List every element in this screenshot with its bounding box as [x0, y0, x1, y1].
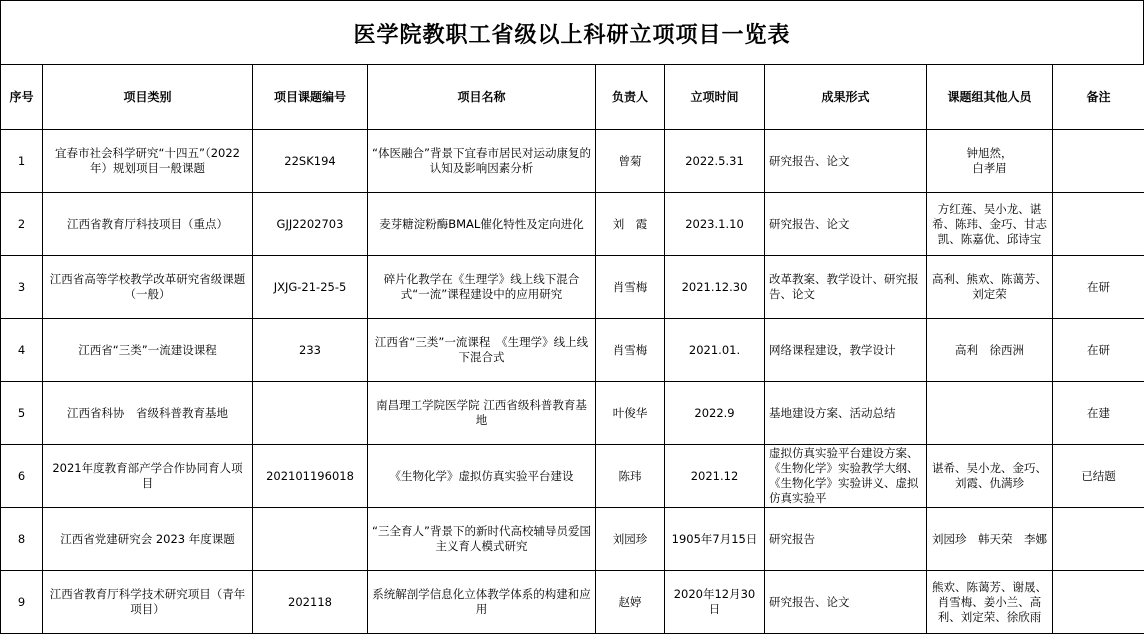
- table-row: [1, 319, 1144, 382]
- cell-code[interactable]: JXJG-21-25-5: [253, 256, 368, 319]
- cell-remark[interactable]: 在研: [1053, 319, 1144, 382]
- table-row: [1, 130, 1144, 193]
- cell-leader[interactable]: 刘园珍: [596, 508, 665, 571]
- table-body: [1, 130, 1144, 634]
- cell-leader[interactable]: 叶俊华: [596, 382, 665, 445]
- cell-members[interactable]: 高利、熊欢、陈蔼芳、刘定荣: [927, 256, 1053, 319]
- cell-leader[interactable]: 刘 霞: [596, 193, 665, 256]
- cell-name[interactable]: 碎片化教学在《生理学》线上线下混合式“一流”课程建设中的应用研究: [368, 256, 596, 319]
- cell-no[interactable]: 4: [1, 319, 43, 382]
- cell-members[interactable]: 方红莲、吴小龙、谌希、陈玮、金巧、甘志凯、陈嘉优、邱诗宝: [927, 193, 1053, 256]
- cell-outcome[interactable]: 虚拟仿真实验平台建设方案、《生物化学》实验教学大纲、《生物化学》实验讲义、虚拟仿真实验平: [765, 445, 927, 508]
- cell-date[interactable]: 2022.9: [665, 382, 765, 445]
- header-cell-members: 课题组其他人员: [927, 65, 1053, 130]
- cell-members[interactable]: 刘园珍 韩天荣 李娜: [927, 508, 1053, 571]
- cell-outcome[interactable]: 研究报告: [765, 508, 927, 571]
- cell-outcome[interactable]: 基地建设方案、活动总结: [765, 382, 927, 445]
- table-row: [1, 256, 1144, 319]
- cell-category[interactable]: 宜春市社会科学研究“十四五”（2022年）规划项目一般课题: [43, 130, 253, 193]
- cell-leader[interactable]: 曾菊: [596, 130, 665, 193]
- cell-leader[interactable]: 赵婷: [596, 571, 665, 634]
- cell-outcome[interactable]: 研究报告、论文: [765, 193, 927, 256]
- cell-no[interactable]: 1: [1, 130, 43, 193]
- cell-date[interactable]: 1905年7月15日: [665, 508, 765, 571]
- cell-no[interactable]: 9: [1, 571, 43, 634]
- cell-remark[interactable]: [1053, 571, 1144, 634]
- cell-date[interactable]: 2021.01.: [665, 319, 765, 382]
- header-cell-remark: 备注: [1053, 65, 1144, 130]
- cell-category[interactable]: 江西省科协 省级科普教育基地: [43, 382, 253, 445]
- cell-members[interactable]: 钟旭然， 白孝眉: [927, 130, 1053, 193]
- cell-no[interactable]: 3: [1, 256, 43, 319]
- cell-no[interactable]: 6: [1, 445, 43, 508]
- cell-code[interactable]: [253, 508, 368, 571]
- cell-leader[interactable]: 陈玮: [596, 445, 665, 508]
- table-row: [1, 445, 1144, 508]
- cell-remark[interactable]: [1053, 130, 1144, 193]
- cell-name[interactable]: 系统解剖学信息化立体教学体系的构建和应用: [368, 571, 596, 634]
- cell-outcome[interactable]: 研究报告、论文: [765, 130, 927, 193]
- cell-name[interactable]: 江西省“三类”一流课程 《生理学》线上线下混合式: [368, 319, 596, 382]
- project-table: [0, 64, 1144, 634]
- cell-category[interactable]: 江西省教育厅科技项目（重点）: [43, 193, 253, 256]
- table-row: [1, 193, 1144, 256]
- header-cell-leader: 负责人: [596, 65, 665, 130]
- cell-name[interactable]: 南昌理工学院医学院 江西省级科普教育基地: [368, 382, 596, 445]
- cell-name[interactable]: “体医融合”背景下宜春市居民对运动康复的认知及影响因素分析: [368, 130, 596, 193]
- cell-members[interactable]: [927, 382, 1053, 445]
- cell-code[interactable]: 202118: [253, 571, 368, 634]
- cell-outcome[interactable]: 研究报告、论文: [765, 571, 927, 634]
- cell-name[interactable]: 《生物化学》虚拟仿真实验平台建设: [368, 445, 596, 508]
- cell-remark[interactable]: [1053, 508, 1144, 571]
- cell-category[interactable]: 2021年度教育部产学合作协同育人项目: [43, 445, 253, 508]
- cell-remark[interactable]: 在研: [1053, 256, 1144, 319]
- header-cell-date: 立项时间: [665, 65, 765, 130]
- cell-no[interactable]: 8: [1, 508, 43, 571]
- header-cell-category: 项目类别: [43, 65, 253, 130]
- table-row: [1, 508, 1144, 571]
- cell-code[interactable]: 233: [253, 319, 368, 382]
- table-row: [1, 382, 1144, 445]
- cell-leader[interactable]: 肖雪梅: [596, 319, 665, 382]
- cell-category[interactable]: 江西省高等学校教学改革研究省级课题（一般）: [43, 256, 253, 319]
- cell-remark[interactable]: 已结题: [1053, 445, 1144, 508]
- cell-no[interactable]: 5: [1, 382, 43, 445]
- cell-date[interactable]: 2021.12: [665, 445, 765, 508]
- cell-code[interactable]: 202101196018: [253, 445, 368, 508]
- cell-remark[interactable]: 在建: [1053, 382, 1144, 445]
- cell-members[interactable]: 熊欢、陈蔼芳、谢晟、肖雪梅、姜小兰、高利、刘定荣、徐欣雨: [927, 571, 1053, 634]
- cell-name[interactable]: 麦芽糖淀粉酶BMAL催化特性及定向进化: [368, 193, 596, 256]
- table-row: [1, 571, 1144, 634]
- header-cell-outcome: 成果形式: [765, 65, 927, 130]
- cell-date[interactable]: 2021.12.30: [665, 256, 765, 319]
- header-cell-no: 序号: [1, 65, 43, 130]
- cell-members[interactable]: 谌希、吴小龙、金巧、刘霞、仇满珍: [927, 445, 1053, 508]
- cell-no[interactable]: 2: [1, 193, 43, 256]
- cell-outcome[interactable]: 改革教案、教学设计、研究报告、论文: [765, 256, 927, 319]
- cell-code[interactable]: GJJ2202703: [253, 193, 368, 256]
- cell-category[interactable]: 江西省“三类”一流建设课程: [43, 319, 253, 382]
- cell-name[interactable]: “三全育人”背景下的新时代高校辅导员爱国主义育人模式研究: [368, 508, 596, 571]
- header-cell-code: 项目课题编号: [253, 65, 368, 130]
- cell-code[interactable]: [253, 382, 368, 445]
- cell-code[interactable]: 22SK194: [253, 130, 368, 193]
- table-title: 医学院教职工省级以上科研立项项目一览表: [0, 0, 1144, 65]
- cell-category[interactable]: 江西省党建研究会 2023 年度课题: [43, 508, 253, 571]
- header-cell-name: 项目名称: [368, 65, 596, 130]
- cell-date[interactable]: 2023.1.10: [665, 193, 765, 256]
- cell-leader[interactable]: 肖雪梅: [596, 256, 665, 319]
- cell-date[interactable]: 2020年12月30日: [665, 571, 765, 634]
- cell-remark[interactable]: [1053, 193, 1144, 256]
- cell-category[interactable]: 江西省教育厅科学技术研究项目（青年项目）: [43, 571, 253, 634]
- cell-date[interactable]: 2022.5.31: [665, 130, 765, 193]
- header-row: [1, 65, 1144, 130]
- cell-outcome[interactable]: 网络课程建设，教学设计: [765, 319, 927, 382]
- cell-members[interactable]: 高利 徐西洲: [927, 319, 1053, 382]
